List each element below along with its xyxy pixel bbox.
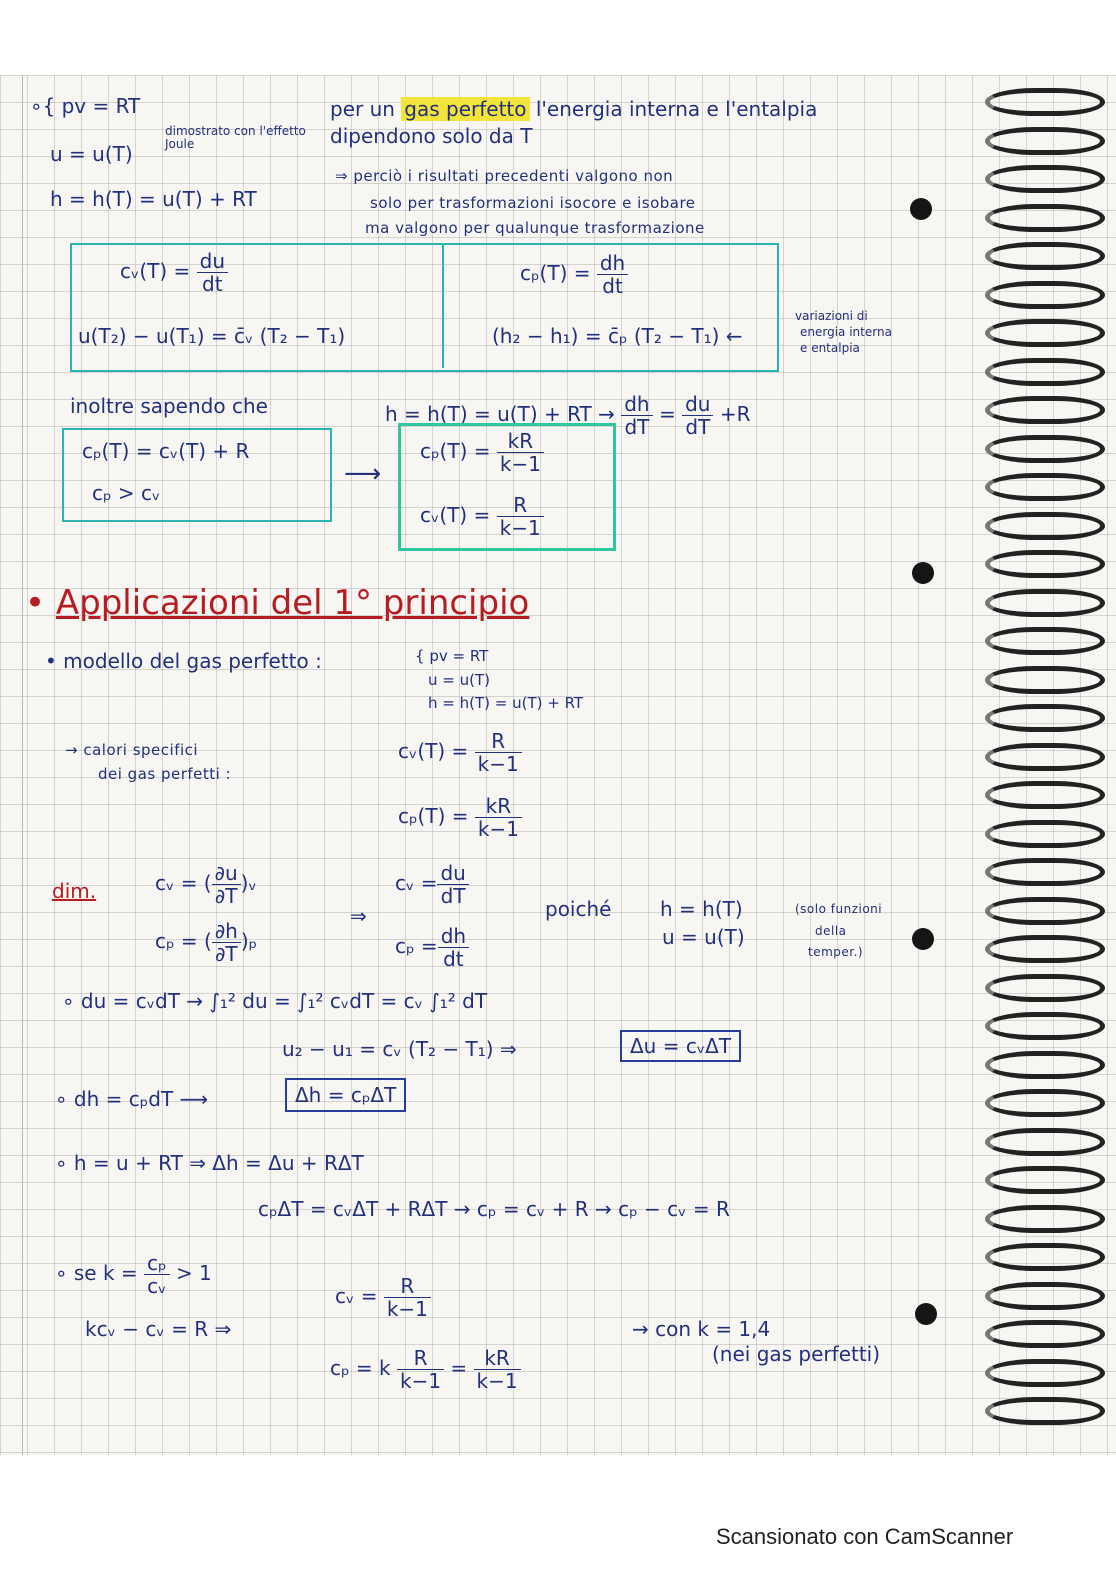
variation-note-2: energia interna: [800, 325, 892, 339]
spiral-coil: [985, 627, 1105, 655]
dim-cv-total: cᵥ = $\frac{du}{dT}$: [395, 862, 469, 907]
consequence-line-1: ⇒ perciò i risultati precedenti valgono non: [335, 167, 674, 185]
system-line-2: u = u(T): [50, 142, 133, 166]
spiral-coil: [985, 974, 1105, 1002]
spiral-coil: [985, 589, 1105, 617]
spiral-coil: [985, 281, 1105, 309]
spiral-coil: [985, 435, 1105, 463]
spiral-coil: [985, 396, 1105, 424]
spiral-coil: [985, 1359, 1105, 1387]
modello-system-3: h = h(T) = u(T) + RT: [428, 694, 584, 712]
calori-cv: cᵥ(T) = $\frac{R}{k-1}$: [398, 730, 522, 775]
spiral-coil: [985, 550, 1105, 578]
spiral-coil: [985, 743, 1105, 771]
spiral-coil: [985, 319, 1105, 347]
highlight-gas-perfetto: gas perfetto: [401, 97, 529, 121]
calori-cp: cₚ(T) = $\frac{kR}{k-1}$: [398, 795, 522, 840]
cv-derivative: cᵥ(T) = $\frac{du}{dt}$: [120, 250, 228, 295]
mayer-relation: cₚ(T) = cᵥ(T) + R: [82, 439, 250, 463]
cp-k-formula: cₚ(T) = $\frac{kR}{k-1}$: [420, 430, 544, 475]
spiral-coil: [985, 781, 1105, 809]
dim-cv-partial: cᵥ = ( $\frac{\partial u}{\partial T}$ )ᵥ: [155, 861, 257, 908]
u-difference-line: u₂ − u₁ = cᵥ (T₂ − T₁) ⇒: [282, 1037, 517, 1061]
calori-label-1: → calori specifici: [65, 741, 199, 759]
delta-h-box: Δh = cₚΔT: [285, 1078, 406, 1112]
temp-note-3: temper.): [808, 945, 864, 959]
cp-greater-cv: cₚ > cᵥ: [92, 481, 161, 505]
consequence-line-3: ma valgono per qualunque trasformazione: [365, 219, 705, 237]
dim-implies: ⇒: [350, 904, 367, 928]
spiral-coil: [985, 666, 1105, 694]
cp-derivative: cₚ(T) = $\frac{dh}{dt}$: [520, 252, 628, 297]
spiral-coil: [985, 204, 1105, 232]
spiral-coil: [985, 704, 1105, 732]
arrow-icon: ⟶: [344, 459, 382, 489]
spiral-coil: [985, 1397, 1105, 1425]
scanner-watermark: Scansionato con CamScanner: [716, 1524, 1014, 1549]
spiral-coil: [985, 242, 1105, 270]
h-relation-line: ∘ h = u + RT ⇒ Δh = Δu + RΔT: [55, 1151, 364, 1175]
gas-perfetto-statement: per un gas perfetto l'energia interna e l'entalpia: [330, 97, 818, 121]
dim-label: dim.: [52, 879, 97, 903]
kcv-line: kcᵥ − cᵥ = R ⇒: [85, 1317, 232, 1341]
spiral-coil: [985, 358, 1105, 386]
k-definition: ∘ se k = $\frac{\text{cₚ}}{\text{cᵥ}}$ > 1: [55, 1251, 212, 1298]
binder-hole: [912, 928, 934, 950]
spiral-coil: [985, 1089, 1105, 1117]
k-gas-note: (nei gas perfetti): [712, 1342, 881, 1366]
spiral-coil: [985, 1012, 1105, 1040]
dim-cp-partial: cₚ = ( $\frac{\partial h}{\partial T}$ )ₚ: [155, 919, 258, 966]
cp-cv-line: cₚΔT = cᵥΔT + RΔT → cₚ = cᵥ + R → cₚ − cᵥ = R: [258, 1197, 730, 1221]
spiral-coil: [985, 1320, 1105, 1348]
spiral-coil: [985, 820, 1105, 848]
modello-system-2: u = u(T): [428, 671, 490, 689]
spiral-coil: [985, 1166, 1105, 1194]
u-difference: u(T₂) − u(T₁) = c̄ᵥ (T₂ − T₁): [78, 324, 346, 348]
spiral-coil: [985, 1128, 1105, 1156]
spiral-coil: [985, 1205, 1105, 1233]
variation-note-3: e entalpia: [800, 341, 860, 355]
inoltre-text: inoltre sapendo che: [70, 394, 268, 418]
variation-note-1: variazioni di: [795, 309, 868, 323]
spiral-coil: [985, 512, 1105, 540]
dim-cp-total: cₚ = $\frac{dh}{dt}$: [395, 925, 469, 970]
spiral-coil: [985, 127, 1105, 155]
h-difference: (h₂ − h₁) = c̄ₚ (T₂ − T₁) ←: [492, 324, 743, 348]
joule-note: dimostrato con l'effetto Joule: [165, 124, 306, 152]
du-integral-line: ∘ du = cᵥdT → ∫₁² du = ∫₁² cᵥdT = cᵥ ∫₁² dT: [62, 989, 488, 1013]
binder-hole: [915, 1303, 937, 1325]
box-divider: [442, 245, 444, 368]
poiche-h: h = h(T): [660, 897, 743, 921]
binder-hole: [910, 198, 932, 220]
spiral-coil: [985, 88, 1105, 116]
temp-note-2: della: [815, 924, 847, 938]
poiche-text: poiché: [545, 897, 612, 921]
temp-note-1: (solo funzioni: [795, 902, 883, 916]
k-value: → con k = 1,4: [632, 1317, 771, 1341]
spiral-coil: [985, 1051, 1105, 1079]
section-title: • Applicazioni del 1° principio: [25, 583, 530, 623]
k-cp-formula: cₚ = k $\frac{R}{k-1}$ = $\frac{kR}{k-1}$: [330, 1347, 521, 1392]
modello-system-1: { pv = RT: [415, 647, 489, 665]
spiral-coil: [985, 858, 1105, 886]
binder-hole: [912, 562, 934, 584]
system-line-3: h = h(T) = u(T) + RT: [50, 187, 257, 211]
k-cv-formula: cᵥ = $\frac{R}{k-1}$: [335, 1275, 431, 1320]
delta-u-box: Δu = cᵥΔT: [620, 1030, 741, 1062]
spiral-coil: [985, 897, 1105, 925]
calori-label-2: dei gas perfetti :: [98, 765, 232, 783]
poiche-u: u = u(T): [662, 925, 745, 949]
margin-line: [22, 75, 23, 1455]
modello-label: • modello del gas perfetto :: [45, 649, 322, 673]
consequence-line-2: solo per trasformazioni isocore e isobare: [370, 194, 696, 212]
inoltre-equation: h = h(T) = u(T) + RT → $\frac{dh}{dT}$ = $\frac{du}{dT}$ +R: [385, 392, 751, 439]
spiral-coil: [985, 473, 1105, 501]
system-line-1: ∘{ pv = RT: [30, 94, 141, 118]
cv-k-formula: cᵥ(T) = $\frac{R}{k-1}$: [420, 494, 544, 539]
spiral-coil: [985, 935, 1105, 963]
dh-line: ∘ dh = cₚdT ⟶: [55, 1087, 209, 1111]
spiral-coil: [985, 165, 1105, 193]
gas-perfetto-line2: dipendono solo da T: [330, 124, 533, 148]
spiral-coil: [985, 1243, 1105, 1271]
spiral-coil: [985, 1282, 1105, 1310]
